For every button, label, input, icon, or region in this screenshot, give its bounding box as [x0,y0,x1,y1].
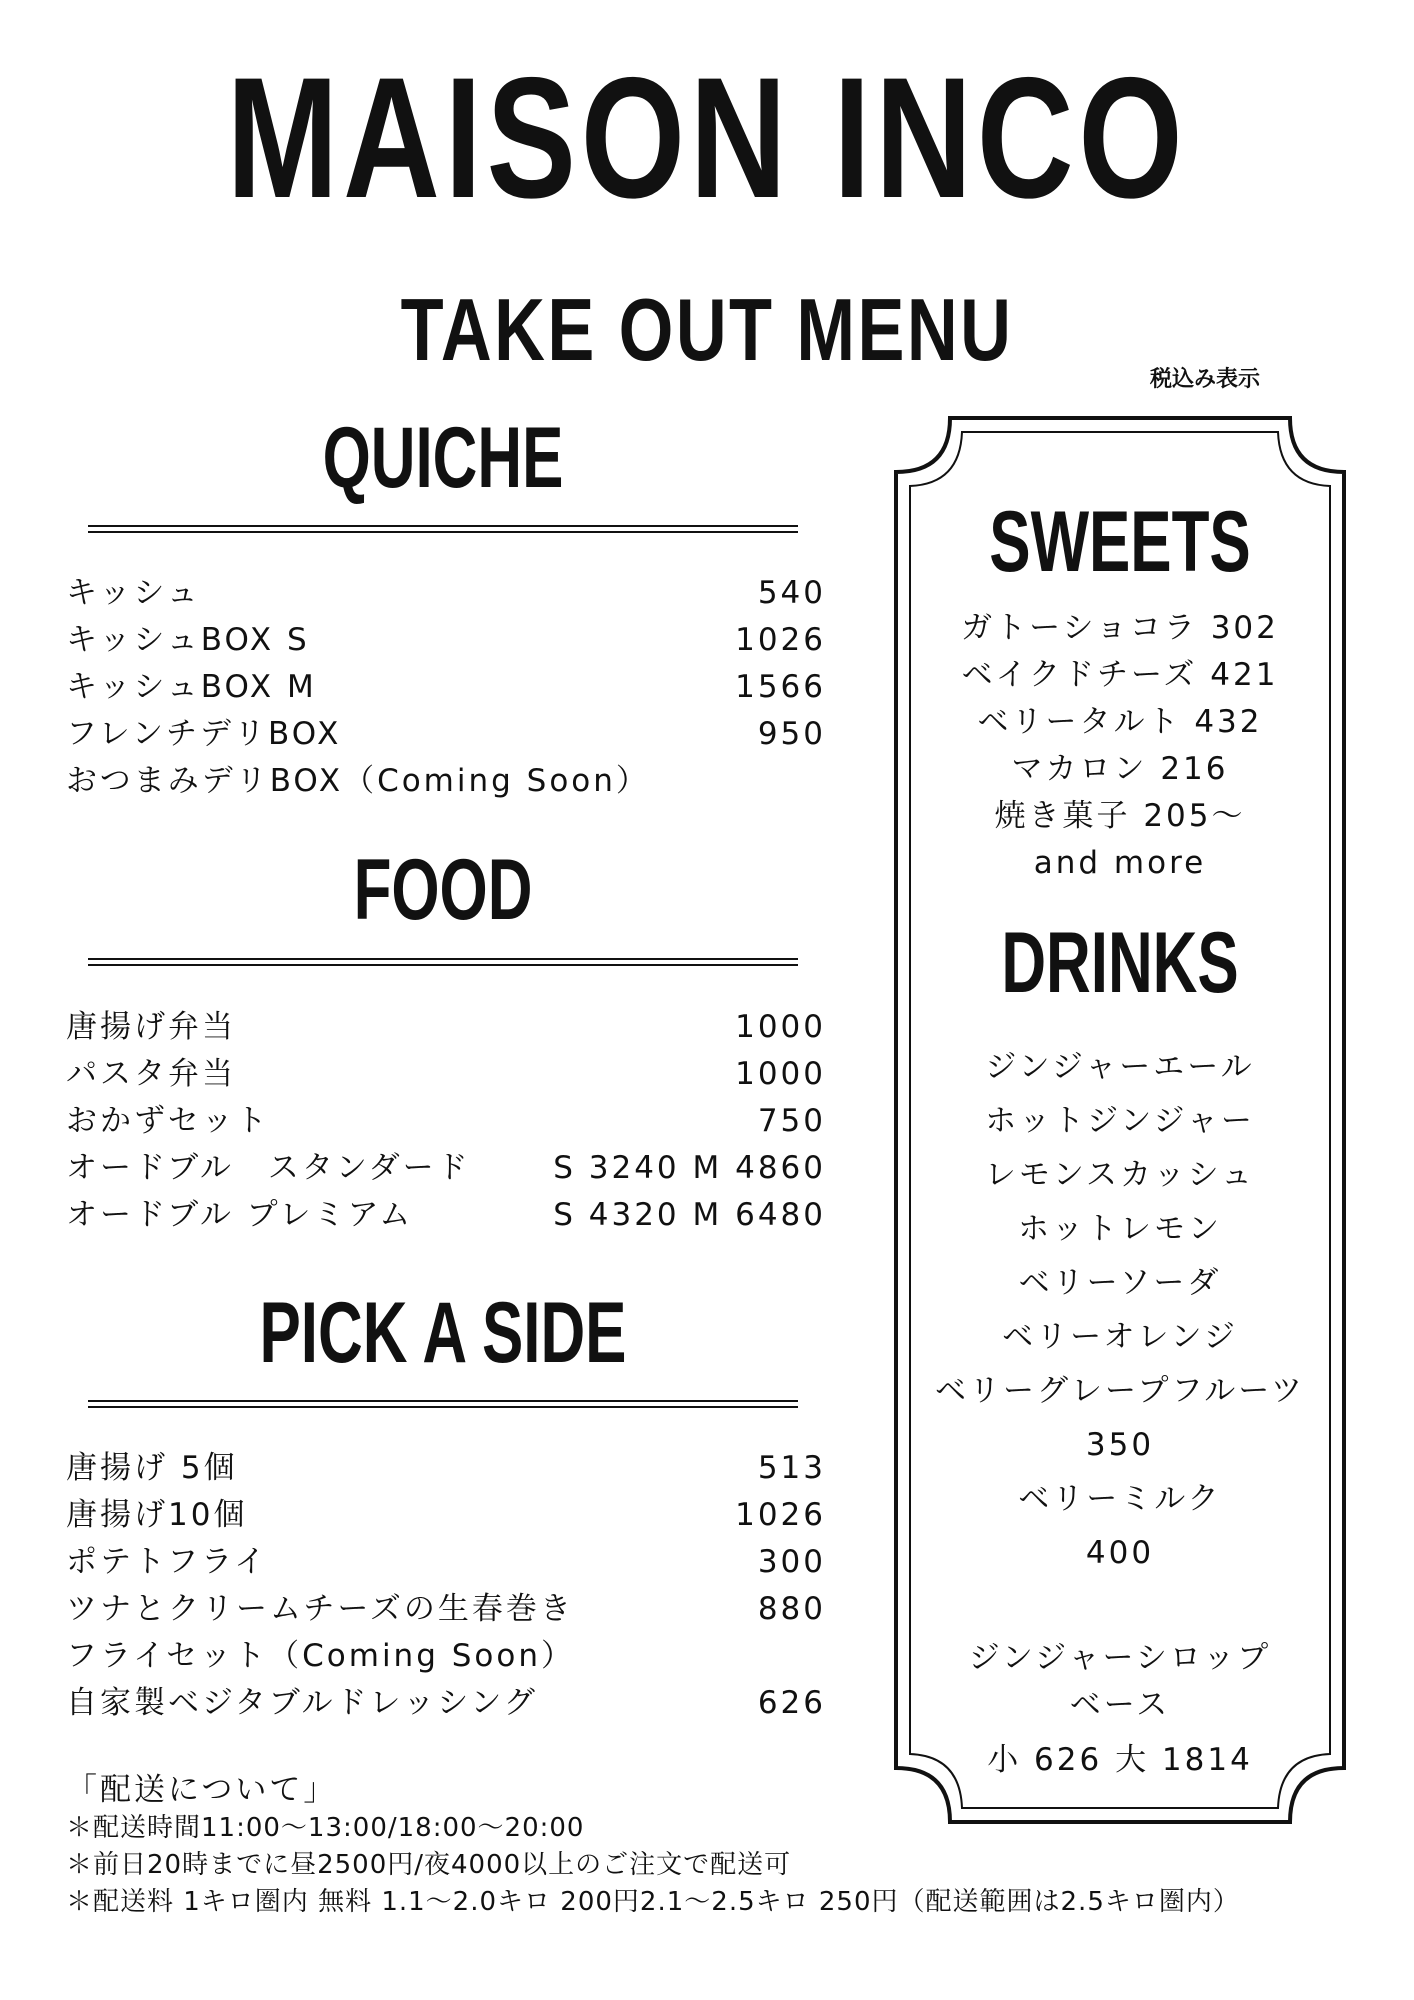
delivery-line: ＊配送時間11:00〜13:00/18:00〜20:00 [66,1813,585,1843]
list-item [66,1586,826,1633]
side-list [66,1445,826,1727]
section-title-food: FOOD [353,842,533,938]
item-name: キッシュ [66,575,201,611]
item-name: キッシュBOX M [66,669,317,705]
delivery-line: ＊前日20時までに昼2500円/夜4000以上のご注文で配送可 [66,1850,792,1880]
list-item: ベリーグレープフルーツ [935,1373,1305,1409]
list-item [66,1539,826,1586]
list-item: 400 [1085,1535,1155,1571]
list-item [66,1098,826,1145]
drinks-list [890,1040,1350,1580]
list-item: and more [1033,845,1207,881]
tax-note: 税込み表示 [1150,367,1261,392]
item-price: 1566 [735,669,826,705]
item-price: 1000 [735,1009,826,1045]
item-name: フライセット（Coming Soon） [66,1638,575,1674]
list-item [66,1633,826,1680]
item-name: オードブル スタンダード [66,1150,471,1186]
list-item [66,758,826,805]
list-item: ジンジャーエール [985,1049,1255,1085]
section-title-drinks: DRINKS [1001,915,1239,1011]
section-title-pick-a-side: PICK A SIDE [259,1285,627,1381]
delivery-heading: 「配送について」 [66,1772,338,1808]
item-price: 1026 [735,622,826,658]
item-name: パスタ弁当 [66,1056,236,1092]
list-item [66,664,826,711]
list-item: ホットレモン [1018,1211,1222,1247]
item-name: ポテトフライ [66,1544,269,1580]
item-name: おつまみデリBOX（Coming Soon） [66,763,650,799]
item-name: おかずセット [66,1103,270,1139]
syrup-price: 小 626 大 1814 [987,1742,1253,1778]
list-item: 焼き菓子 205〜 [994,798,1246,834]
item-price: 540 [757,575,826,611]
section-title-sweets: SWEETS [989,494,1251,590]
list-item: ベイクドチーズ 421 [961,657,1279,693]
sweets-list [890,605,1350,887]
section-divider [88,525,798,533]
item-price: 300 [757,1544,826,1580]
list-item: ホットジンジャー [985,1103,1255,1139]
list-item [66,1051,826,1098]
list-item: ベリーソーダ [1018,1265,1222,1301]
brand-title: MAISON INCO [226,42,1188,234]
menu-subtitle: TAKE OUT MENU [400,280,1014,379]
list-item [66,1192,826,1239]
item-price: S 4320 M 6480 [553,1197,826,1233]
item-name: オードブル プレミアム [66,1197,414,1233]
item-name: キッシュBOX S [66,622,310,658]
item-price: 750 [757,1103,826,1139]
food-list [66,1004,826,1239]
section-title-quiche: QUICHE [322,410,564,506]
list-item: ベリータルト 432 [977,704,1263,740]
syrup-name: ジンジャーシロップ [968,1640,1272,1676]
item-price: 950 [757,716,826,752]
item-name: 唐揚げ弁当 [66,1009,236,1045]
list-item [66,1680,826,1727]
item-price: 1026 [735,1497,826,1533]
section-divider [88,958,798,966]
item-name: 自家製ベジタブルドレッシング [66,1685,538,1721]
delivery-info [66,1770,1396,1921]
list-item: ベリーオレンジ [1002,1319,1238,1355]
list-item [66,570,826,617]
list-item [66,711,826,758]
item-price: 1000 [735,1056,826,1092]
item-price: S 3240 M 4860 [553,1150,826,1186]
item-name: 唐揚げ10個 [66,1497,248,1533]
item-price: 626 [757,1685,826,1721]
item-name: 唐揚げ 5個 [66,1450,238,1486]
list-item: レモンスカッシュ [984,1157,1256,1193]
section-divider [88,1400,798,1408]
list-item [66,1492,826,1539]
item-name: ツナとクリームチーズの生春巻き [66,1591,574,1627]
syrup-list [890,1635,1350,1784]
list-item [66,1145,826,1192]
list-item [66,1445,826,1492]
list-item [66,617,826,664]
item-name: フレンチデリBOX [66,716,342,752]
syrup-name-cont: ベース [1069,1687,1171,1723]
list-item [66,1004,826,1051]
item-price: 880 [757,1591,826,1627]
list-item: 350 [1085,1427,1155,1463]
list-item: ガトーショコラ 302 [961,610,1279,646]
delivery-line: ＊配送料 1キロ圏内 無料 1.1〜2.0キロ 200円2.1〜2.5キロ 250円（配送範囲は2.5キロ圏内） [66,1887,1240,1917]
quiche-list [66,570,826,805]
list-item: ベリーミルク [1018,1481,1222,1517]
list-item: マカロン 216 [1011,751,1229,787]
item-price: 513 [757,1450,826,1486]
